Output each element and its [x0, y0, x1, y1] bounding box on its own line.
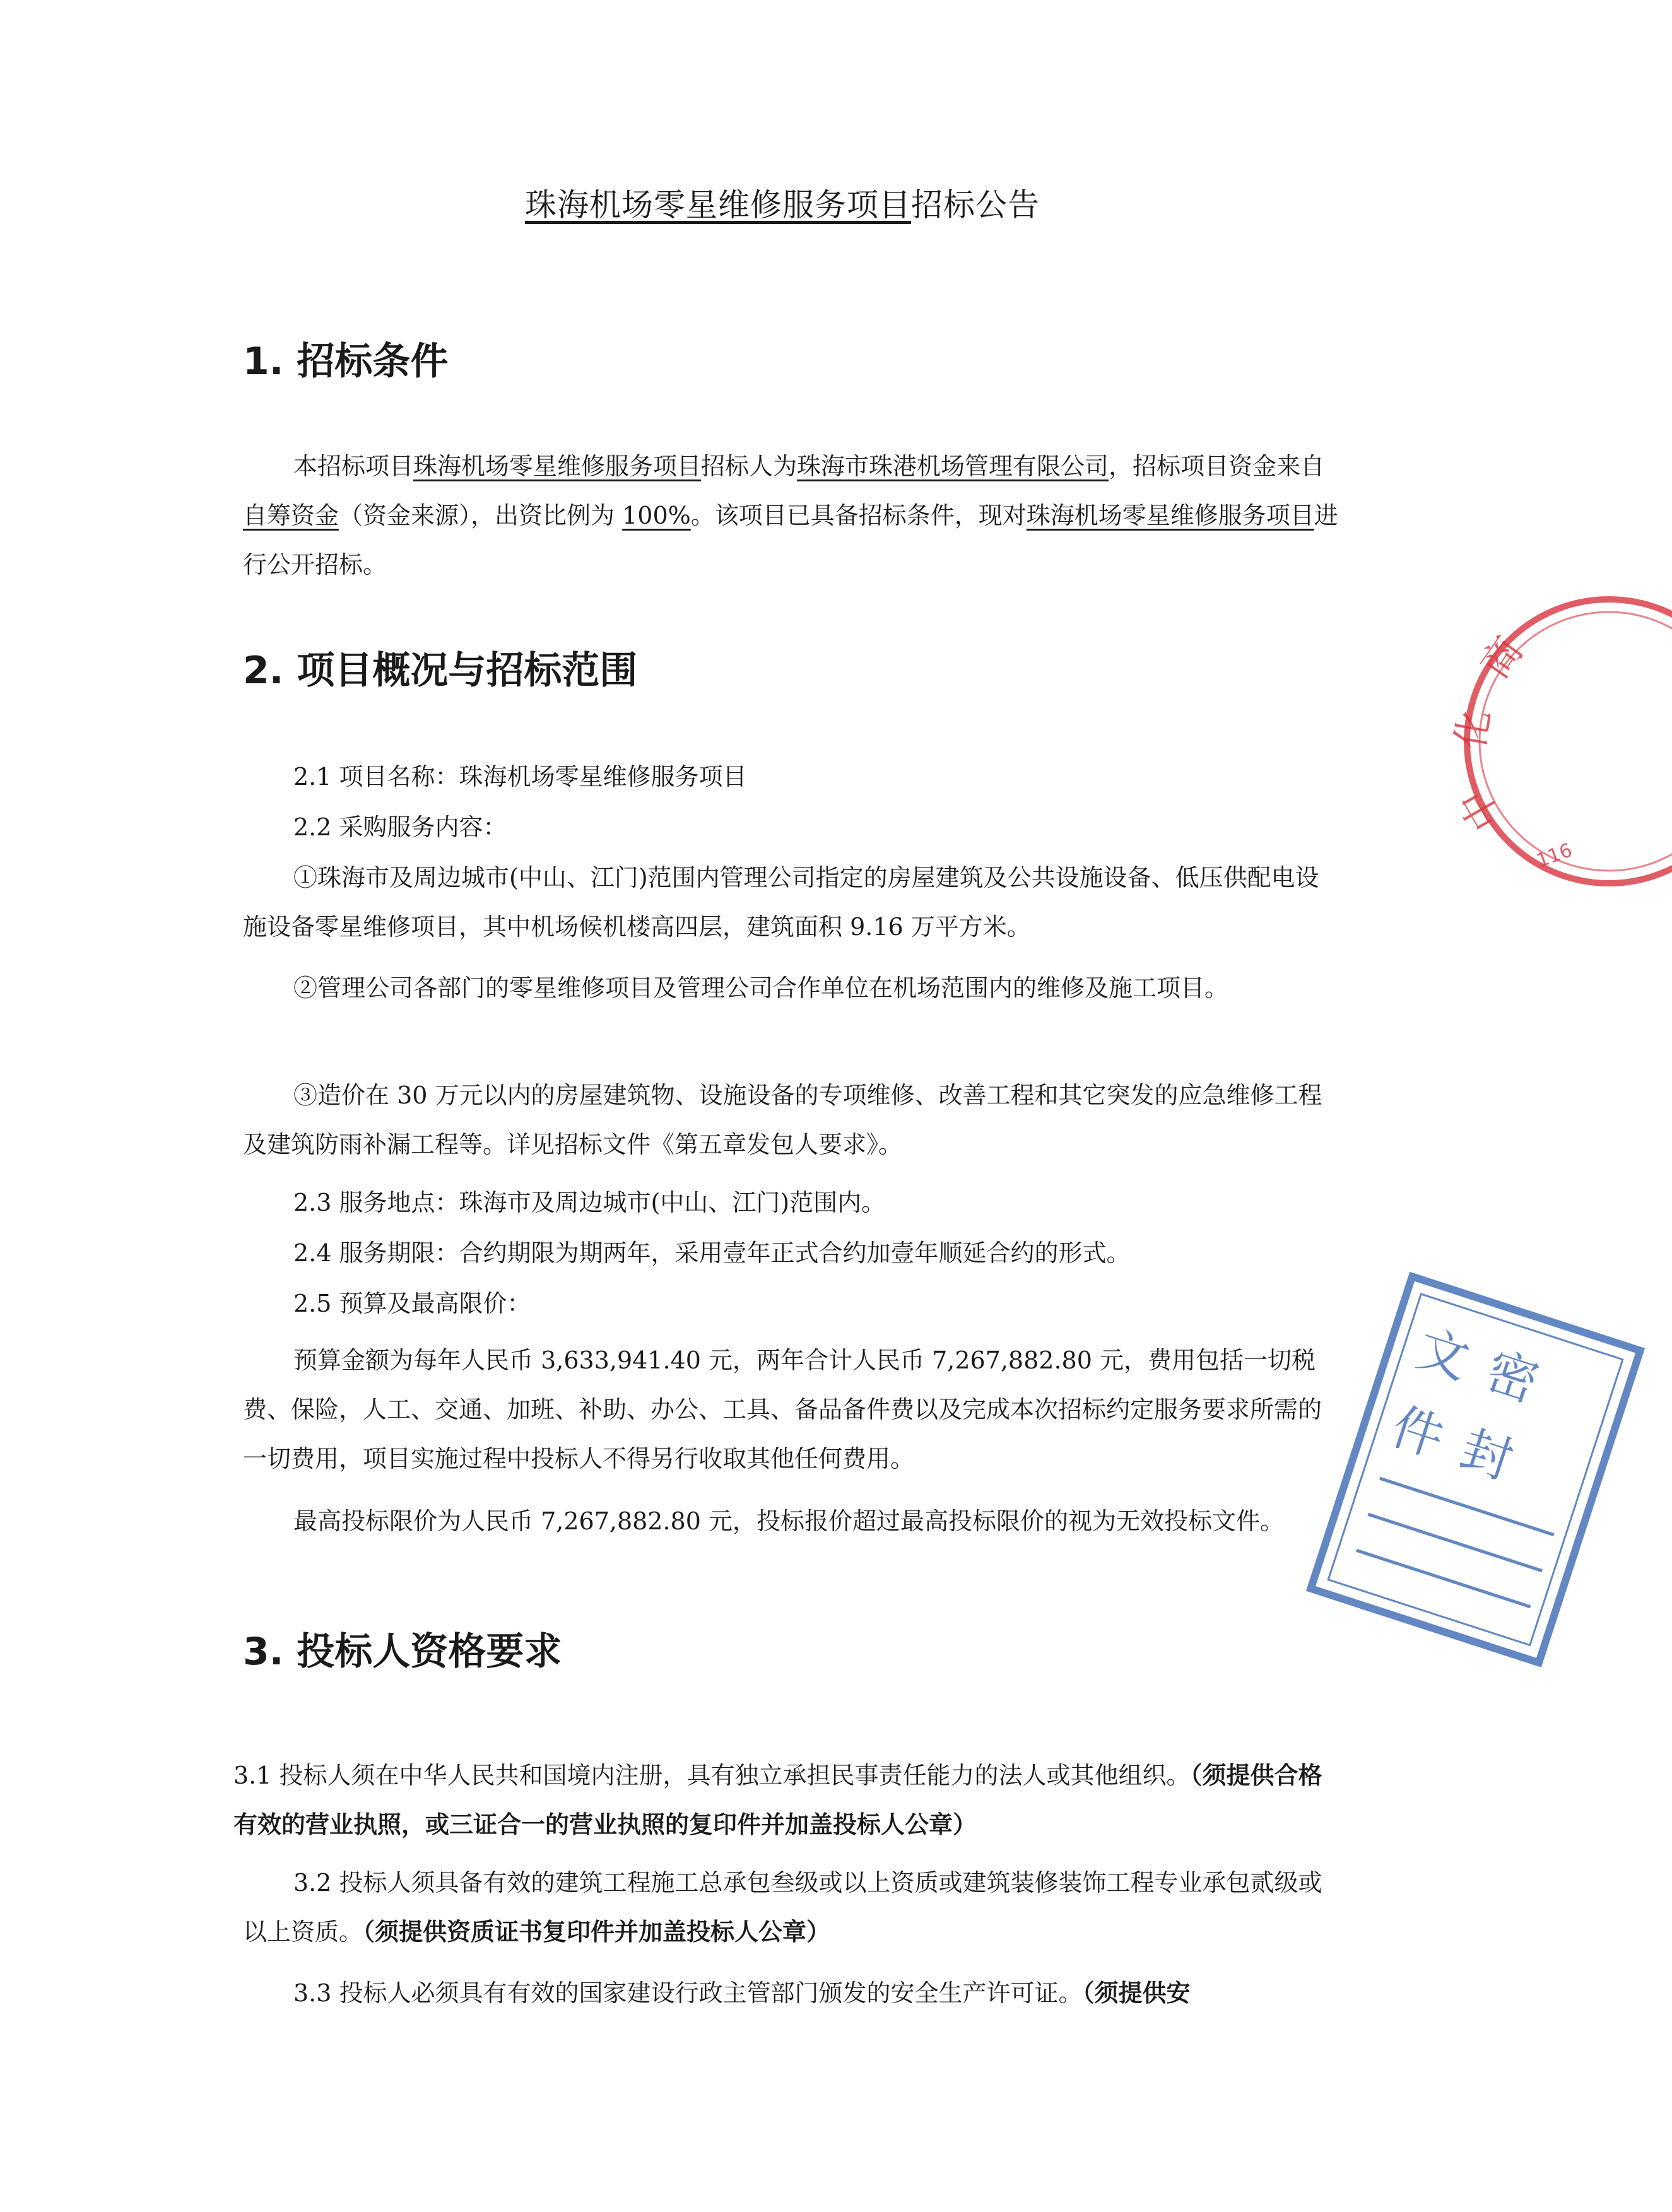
section-2-heading: 2. 项目概况与招标范围	[243, 649, 638, 693]
section-1-paragraph: 本招标项目珠海机场零星维修服务项目招标人为珠海市珠港机场管理有限公司，招标项目资金来自自筹资金（资金来源），出资比例为 100%。该项目已具备招标条件，现对珠海机场零星维修服务项目进行公开招标。	[243, 452, 1338, 579]
item-2-3-service-location: 2.3 服务地点：珠海市及周边城市(中山、江门)范围内。	[293, 1189, 886, 1216]
red-seal-graphic	[1445, 587, 1672, 915]
red-seal-char-1: 商	[1471, 628, 1532, 687]
service-content-item-3: ③造价在 30 万元以内的房屋建筑物、设施设备的专项维修、改善工程和其它突发的应急维修工程及建筑防雨补漏工程等。详见招标文件《第五章发包人要求》。	[243, 1081, 1322, 1158]
title-project-name: 珠海机场零星维修服务项目	[525, 187, 911, 223]
service-content-item-2: ②管理公司各部门的零星维修项目及管理公司合作单位在机场范围内的维修及施工项目。	[293, 974, 1229, 1002]
section-3-heading: 3. 投标人资格要求	[243, 1630, 562, 1674]
red-seal-char-2: 化	[1446, 705, 1499, 753]
budget-paragraph: 预算金额为每年人民币 3,633,941.40 元，两年合计人民币 7,267,882.80 元，费用包括一切税费、保险，人工、交通、加班、补助、办公、工具、备品备件费以及完成本次招标约定服务要求所需的一切费用，项目实施过程中投标人不得另行收取其他任何费用。	[243, 1346, 1322, 1473]
max-price-paragraph: 最高投标限价为人民币 7,267,882.80 元，投标报价超过最高投标限价的视为无效投标文件。	[293, 1507, 1284, 1535]
blue-stamp-char-1: 文	[1410, 1319, 1476, 1391]
item-2-5-budget-heading: 2.5 预算及最高限价：	[293, 1290, 531, 1317]
title-suffix: 招标公告	[911, 187, 1040, 223]
item-2-4-service-period: 2.4 服务期限：合约期限为期两年，采用壹年正式合约加壹年顺延合约的形式。	[293, 1239, 1131, 1267]
blue-stamp-graphic	[1331, 1274, 1565, 1653]
requirement-3-1: 3.1 投标人须在中华人民共和国境内注册，具有独立承担民事责任能力的法人或其他组织。（须提供合格有效的营业执照，或三证合一的营业执照的复印件并加盖投标人公章）	[233, 1761, 1322, 1838]
red-seal-code: 116	[1533, 839, 1575, 873]
section-1-heading: 1. 招标条件	[243, 339, 449, 384]
requirement-3-3: 3.3 投标人必须具有有效的国家建设行政主管部门颁发的安全生产许可证。（须提供安	[293, 1979, 1191, 2007]
blue-stamp-char-2: 件	[1384, 1397, 1451, 1469]
document-title	[0, 180, 1565, 225]
item-2-2-service-content: 2.2 采购服务内容：	[293, 813, 507, 841]
requirement-3-2: 3.2 投标人须具备有效的建筑工程施工总承包叁级或以上资质或建筑装修装饰工程专业承包贰级或以上资质。（须提供资质证书复印件并加盖投标人公章）	[243, 1869, 1322, 1946]
item-2-1-project-name: 2.1 项目名称：珠海机场零星维修服务项目	[293, 763, 747, 791]
red-company-seal	[1445, 587, 1575, 915]
blue-sealing-stamp	[1331, 1274, 1565, 1653]
service-content-item-1: ①珠海市及周边城市(中山、江门)范围内管理公司指定的房屋建筑及公共设施设备、低压供配电设施设备零星维修项目，其中机场候机楼高四层，建筑面积 9.16 万平方米。	[243, 864, 1319, 941]
blue-stamp-char-4: 封	[1454, 1419, 1520, 1491]
red-seal-char-3: 中	[1450, 781, 1510, 838]
blue-stamp-char-3: 密	[1479, 1341, 1546, 1413]
